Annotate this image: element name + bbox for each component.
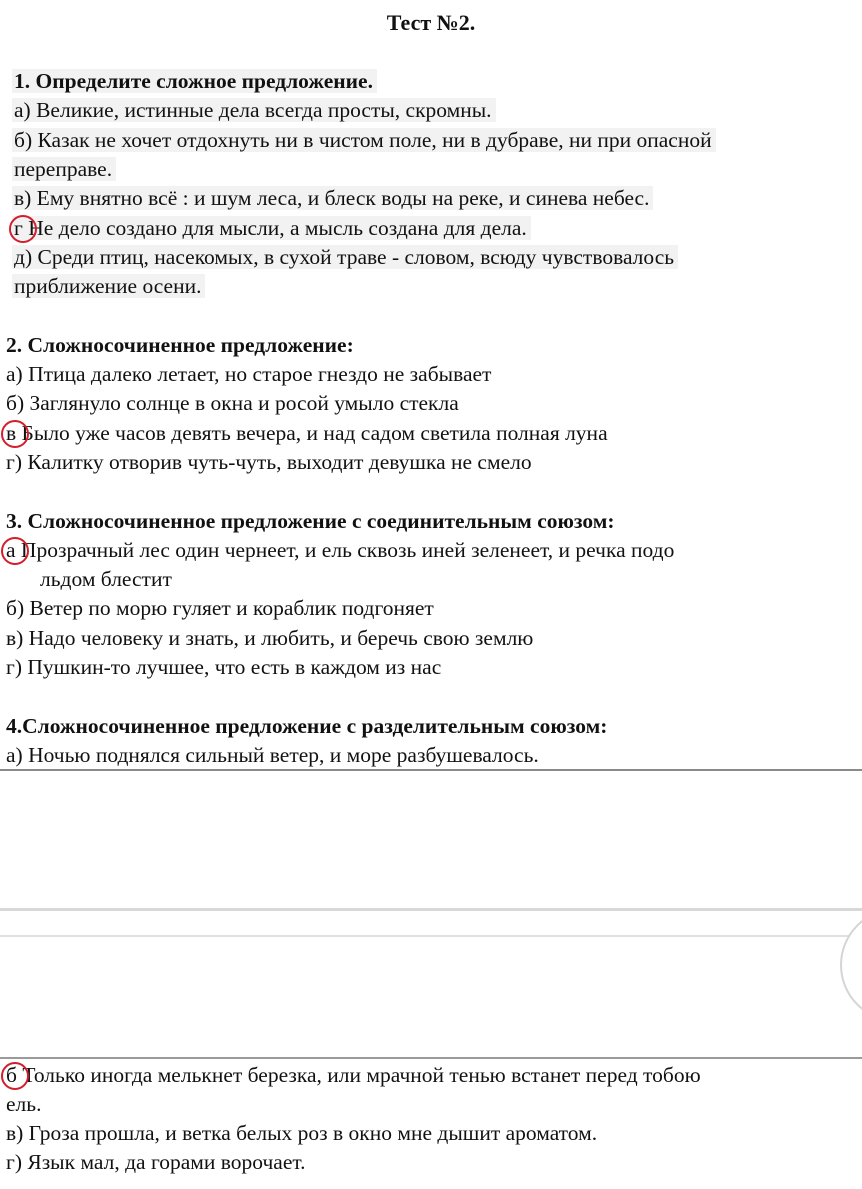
- q1-option-d-cont: приближение осени.: [14, 272, 205, 300]
- q1-option-b-cont: переправе.: [14, 155, 116, 183]
- q2-option-b: б) Заглянуло солнце в окна и росой умыло стекла: [6, 391, 459, 415]
- q4-heading: 4.Сложносочиненное предложение с разделительным союзом:: [6, 714, 608, 738]
- q2-option-g: г) Калитку отворив чуть-чуть, выходит девушка не смело: [6, 450, 532, 474]
- q1-option-d: д) Среди птиц, насекомых, в сухой траве - словом, всюду чувствовалось: [14, 243, 678, 271]
- q4-option-b: б Только иногда мелькнет березка, или мрачной тенью встанет перед тобою: [6, 1063, 701, 1087]
- q2-answer-circle: в: [6, 421, 17, 445]
- q1-answer-circle: г: [14, 216, 23, 240]
- q3-option-a-cont: льдом блестит: [40, 567, 172, 591]
- q4-option-v: в) Гроза прошла, и ветка белых роз в окно мне дышит ароматом.: [6, 1121, 598, 1145]
- separator-line: [0, 908, 862, 911]
- q2-option-a: а) Птица далеко летает, но старое гнездо не забывает: [6, 362, 492, 386]
- q3-option-b: б) Ветер по морю гуляет и кораблик подгоняет: [6, 596, 434, 620]
- q1-option-g: г Не дело создано для мысли, а мысль создана для дела.: [14, 214, 531, 242]
- q3-option-g: г) Пушкин-то лучшее, что есть в каждом из нас: [6, 655, 442, 679]
- q1-option-a: а) Великие, истинные дела всегда просты, скромны.: [14, 96, 496, 124]
- q4-answer-circle: б: [6, 1063, 17, 1087]
- q4-option-a: а) Ночью поднялся сильный ветер, и море разбушевалось.: [6, 743, 539, 767]
- page-break-line: [0, 1057, 862, 1059]
- q2-option-v: в Было уже часов девять вечера, и над садом светила полная луна: [6, 421, 608, 445]
- q3-heading: 3. Сложносочиненное предложение с соединительным союзом:: [6, 509, 615, 533]
- q3-answer-circle: а: [6, 538, 16, 562]
- q3-option-a: а Прозрачный лес один чернеет, и ель сквозь иней зеленеет, и речка подо: [6, 538, 675, 562]
- q1-option-v: в) Ему внятно всё : и шум леса, и блеск воды на реке, и синева небес.: [14, 184, 653, 212]
- q1-option-b: б) Казак не хочет отдохнуть ни в чистом поле, ни в дубраве, ни при опасной: [14, 126, 716, 154]
- test-title: Тест №2.: [386, 10, 476, 35]
- page-break-line: [0, 769, 862, 771]
- q1-heading: 1. Определите сложное предложение.: [14, 67, 377, 95]
- q4-option-g: г) Язык мал, да горами ворочает.: [6, 1150, 306, 1174]
- separator-line: [0, 935, 862, 937]
- scroll-handle[interactable]: [840, 908, 862, 1022]
- q3-option-v: в) Надо человеку и знать, и любить, и беречь свою землю: [6, 626, 534, 650]
- q4-option-b-cont: ель.: [6, 1092, 42, 1116]
- q2-heading: 2. Сложносочиненное предложение:: [6, 333, 354, 357]
